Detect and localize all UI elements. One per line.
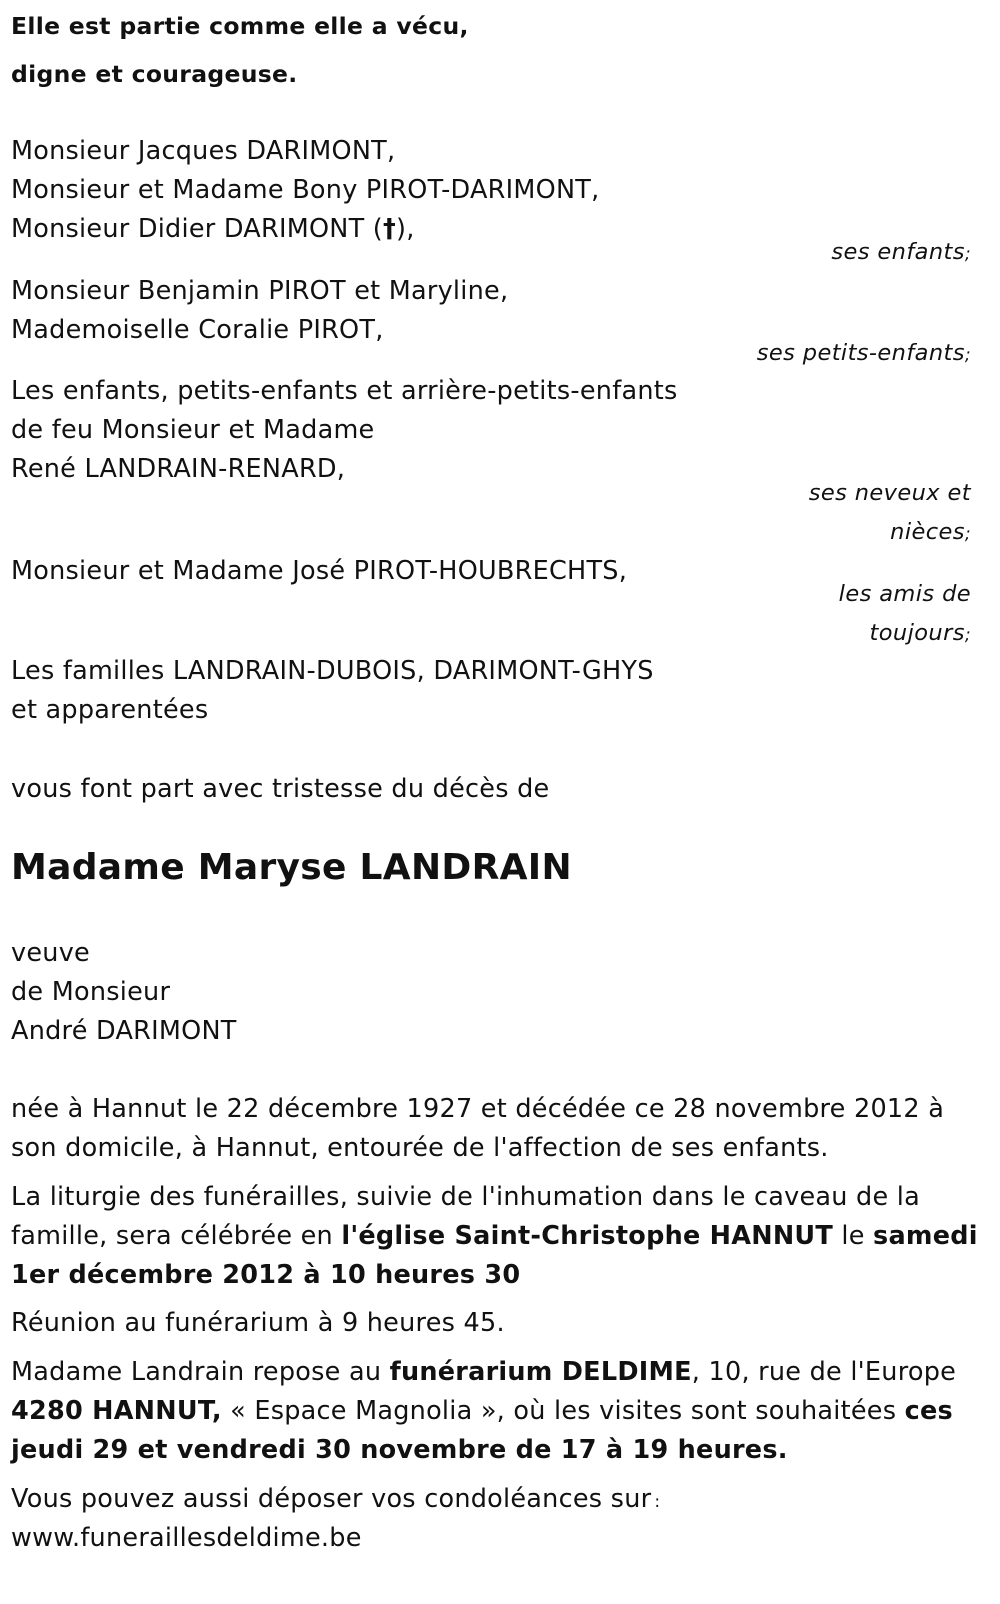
- rest-line-3: [11, 1431, 788, 1470]
- role-nephews-label: nièces: [890, 519, 965, 545]
- friends-line-1: Monsieur et Madame José PIROT-HOUBRECHTS,: [11, 556, 628, 586]
- families-line-2: et apparentées: [11, 695, 209, 725]
- rest-line-2-b: « Espace Magnolia », où les visites sont souhaitées: [221, 1396, 905, 1426]
- funeral-line-3: [11, 1256, 520, 1295]
- nephews-line-1: Les enfants, petits-enfants et arrière-petits-enfants: [11, 376, 678, 406]
- role-children: [831, 233, 971, 274]
- role-grandchildren-separator: ;: [964, 345, 971, 365]
- visit-dates: jeudi 29 et vendredi 30 novembre de 17 à 19 heures.: [11, 1435, 788, 1465]
- deceased-name: Madame Maryse LANDRAIN: [11, 847, 572, 888]
- grandchildren-line-1: Monsieur Benjamin PIROT et Maryline,: [11, 276, 509, 306]
- rest-line-2: [11, 1392, 953, 1431]
- funerarium-city: 4280 HANNUT,: [11, 1396, 222, 1426]
- funeral-day: samedi: [873, 1221, 978, 1251]
- epigraph-line-1: Elle est partie comme elle a vécu,: [11, 12, 469, 40]
- nephews-line-2: de feu Monsieur et Madame: [11, 415, 375, 445]
- funerarium-name: funérarium DELDIME: [389, 1357, 692, 1387]
- rest-line-1: [11, 1353, 956, 1392]
- children-line-1: Monsieur Jacques DARIMONT,: [11, 136, 396, 166]
- role-children-label: ses enfants: [831, 239, 965, 265]
- families-line-1: Les familles LANDRAIN-DUBOIS, DARIMONT-GHYS: [11, 656, 654, 686]
- funeral-line-2-c: le: [833, 1221, 874, 1251]
- funeral-line-2-a: famille, sera célébrée en: [11, 1221, 342, 1251]
- role-nephews-line-1: ses neveux et: [808, 480, 971, 506]
- birth-death-line-1: née à Hannut le 22 décembre 1927 et décédée ce 28 novembre 2012 à: [11, 1094, 945, 1124]
- widow-line-2: de Monsieur: [11, 977, 171, 1007]
- announcement: vous font part avec tristesse du décès de: [11, 774, 550, 804]
- cross-icon: †: [383, 214, 396, 244]
- funeral-line-1: La liturgie des funérailles, suivie de l'inhumation dans le caveau de la: [11, 1182, 920, 1212]
- widow-line-1: veuve: [11, 938, 90, 968]
- funeral-line-2: [11, 1217, 978, 1256]
- children-line-3-prefix: Monsieur Didier DARIMONT (: [11, 214, 383, 244]
- role-children-separator: ;: [964, 244, 971, 264]
- role-friends-line-2: [870, 614, 971, 655]
- role-friends-label: toujours: [869, 620, 965, 646]
- role-nephews-separator: ;: [964, 524, 971, 544]
- widow-line-3: André DARIMONT: [11, 1016, 237, 1046]
- rest-line-1-a: Madame Landrain repose au: [11, 1357, 390, 1387]
- visit-dates-start: ces: [904, 1396, 953, 1426]
- role-grandchildren-label: ses petits-enfants: [756, 340, 965, 366]
- epigraph-line-2: digne et courageuse.: [11, 60, 298, 88]
- children-line-2: Monsieur et Madame Bony PIROT-DARIMONT,: [11, 175, 600, 205]
- children-line-3-suffix: ),: [396, 214, 415, 244]
- role-friends-line-1: les amis de: [838, 581, 971, 607]
- condolences-colon: :: [654, 1492, 661, 1512]
- funeral-date-time: 1er décembre 2012 à 10 heures 30: [11, 1260, 521, 1290]
- condolences-text: Vous pouvez aussi déposer vos condoléances sur: [11, 1484, 652, 1514]
- birth-death-line-2: son domicile, à Hannut, entourée de l'affection de ses enfants.: [11, 1133, 829, 1163]
- church-name: l'église Saint-Christophe HANNUT: [341, 1221, 834, 1251]
- grandchildren-line-2: Mademoiselle Coralie PIROT,: [11, 315, 384, 345]
- rest-line-1-c: , 10, rue de l'Europe: [691, 1357, 957, 1387]
- meeting: Réunion au funérarium à 9 heures 45.: [11, 1308, 505, 1338]
- condolences-website-link[interactable]: www.funeraillesdeldime.be: [11, 1523, 362, 1553]
- role-nephews-line-2: [890, 513, 971, 554]
- condolences-line-1: [11, 1480, 660, 1522]
- children-line-3: [11, 210, 415, 249]
- nephews-line-3: René LANDRAIN-RENARD,: [11, 454, 346, 484]
- role-friends-separator: ;: [964, 625, 971, 645]
- role-grandchildren: [757, 334, 971, 375]
